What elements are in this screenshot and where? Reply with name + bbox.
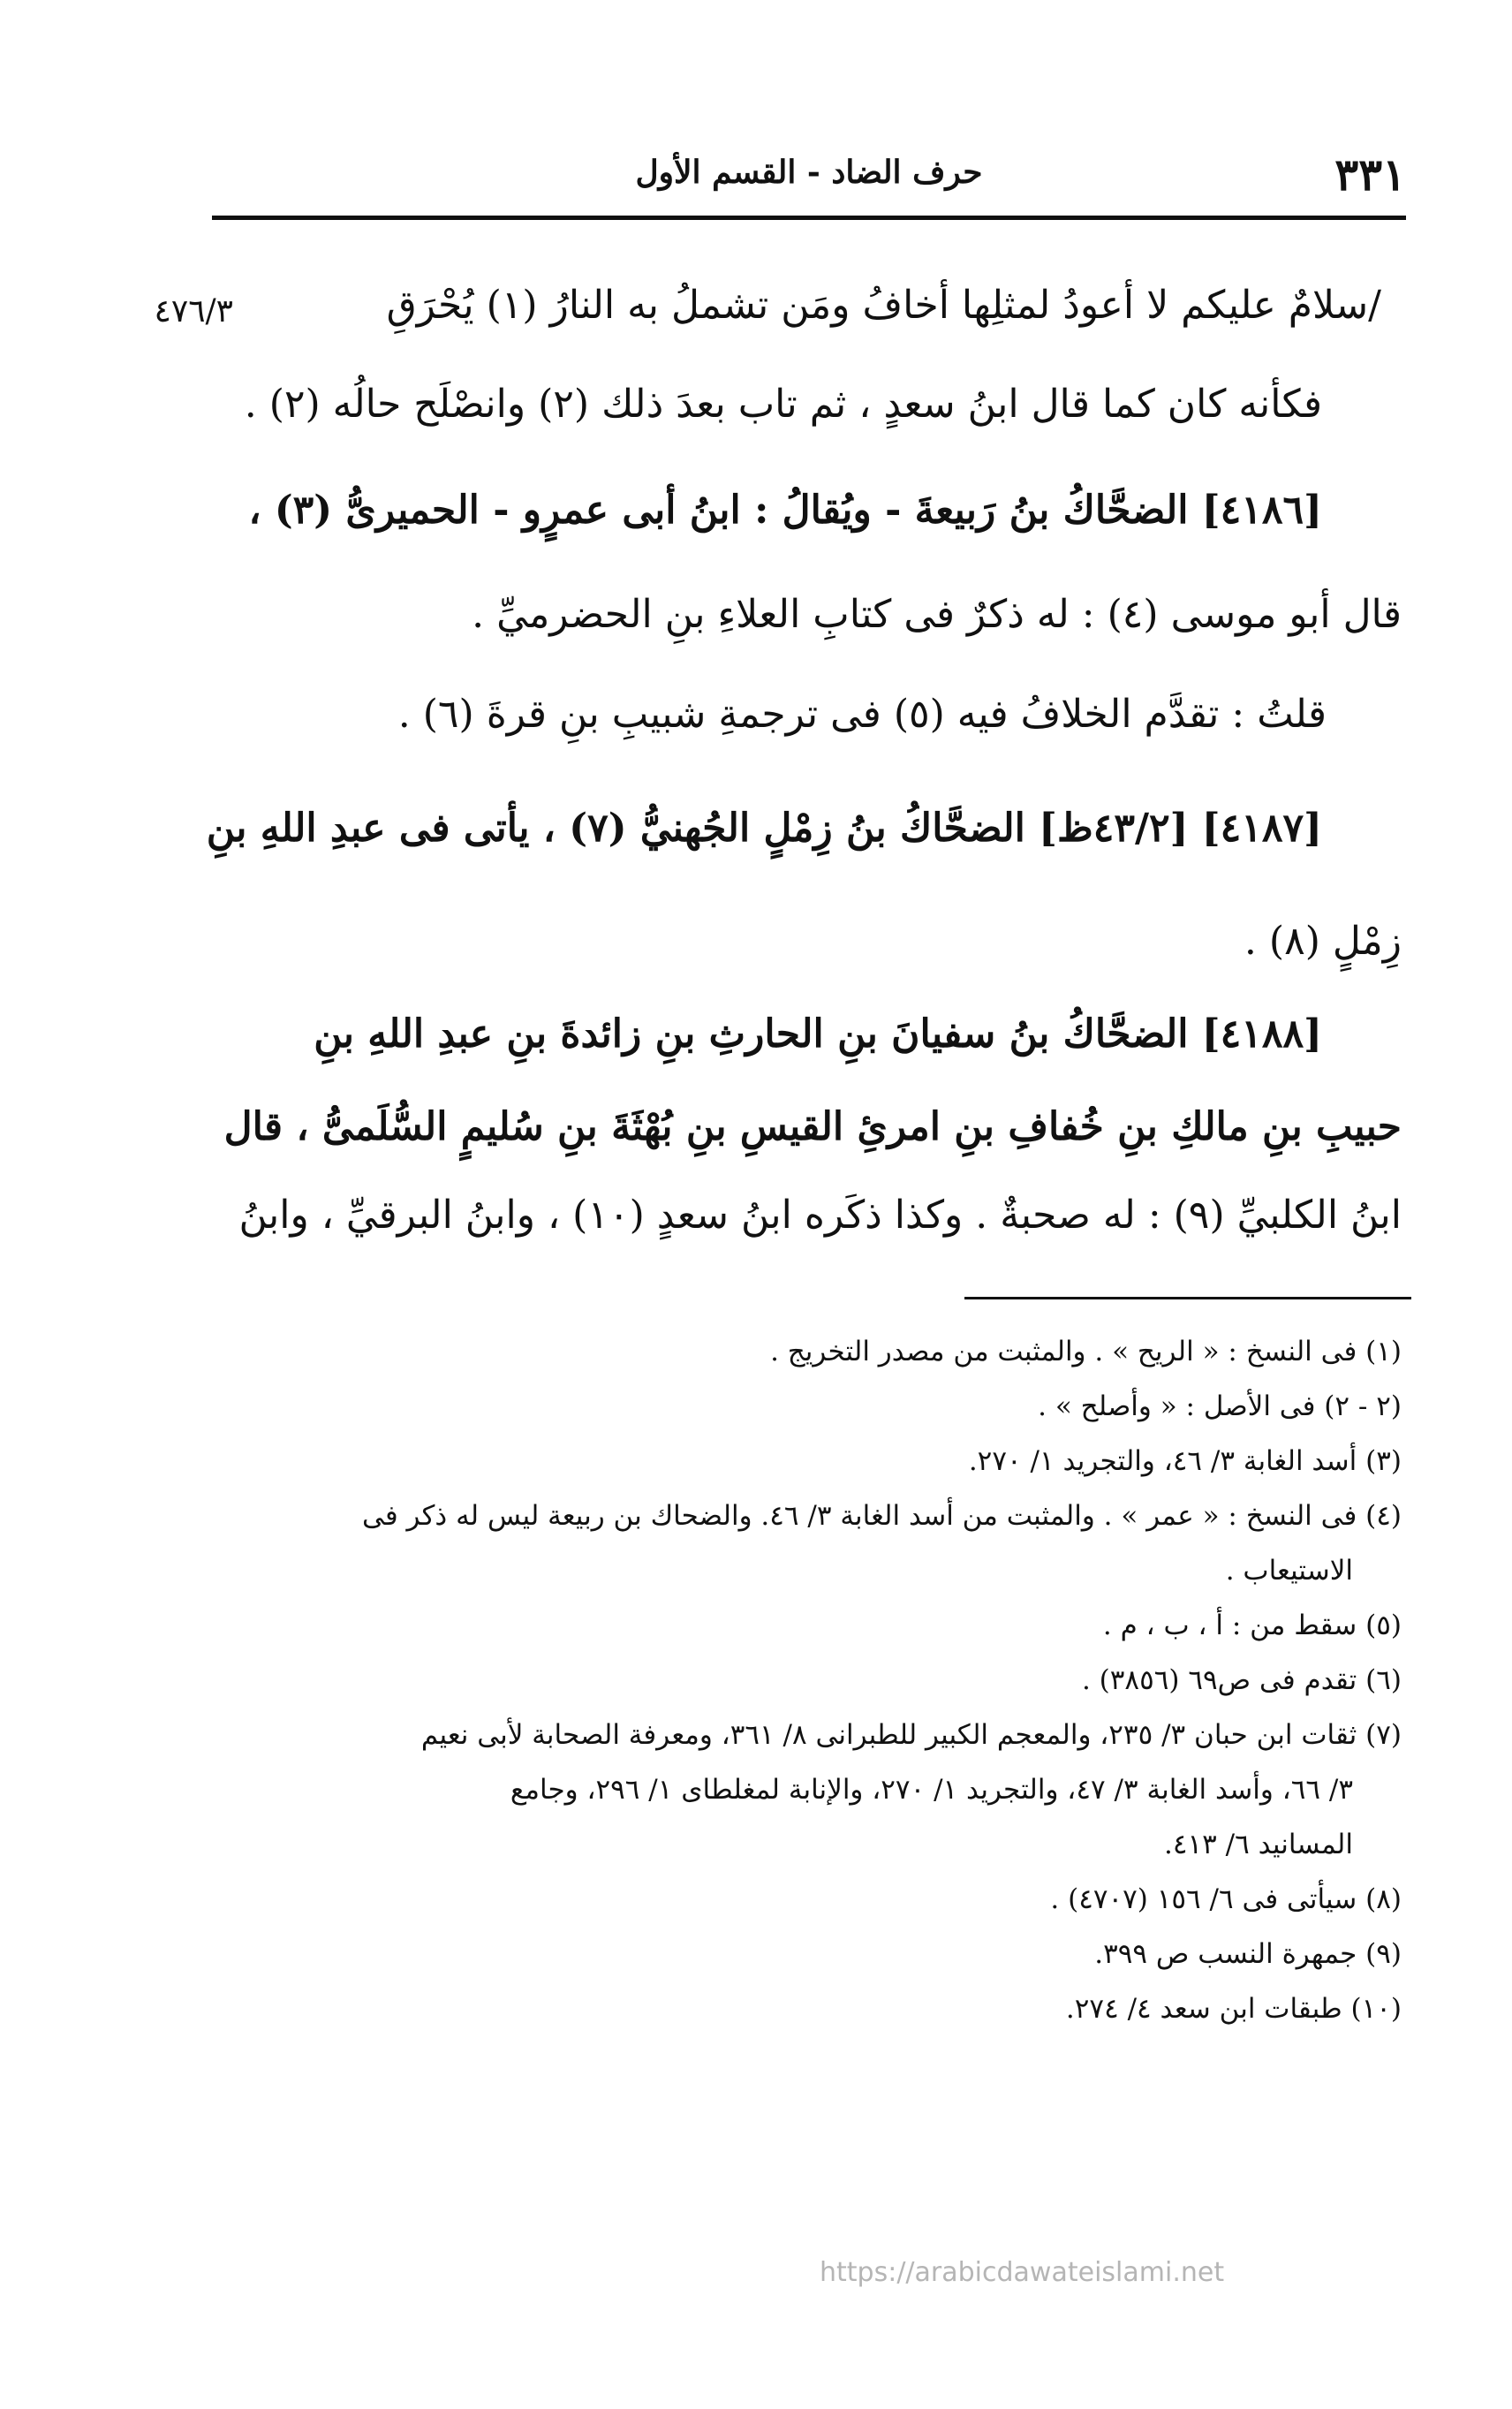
- footnote-3: (٣) أسد الغابة ٣/ ٤٦، والتجريد ١/ ٢٧٠.: [968, 1445, 1402, 1477]
- body-line-10: ابنُ الكلبيِّ (٩) : له صحبةٌ . وكذا ذكَره ابنُ سعدٍ (١٠) ، وابنُ البرقيِّ ، وابنُ: [238, 1193, 1402, 1238]
- footnote-4: (٤) فى النسخ : « عمر » . والمثبت من أسد الغابة ٣/ ٤٦. والضحاك بن ربيعة ليس له ذكر فى: [362, 1500, 1402, 1532]
- entry-4186-heading: [٤١٨٦] الضحَّاكُ بنُ رَبيعةَ - ويُقالُ : ابنُ أبى عمرٍو - الحميرىُّ (٣) ،: [248, 488, 1322, 533]
- footnote-7-cont-1: ٣/ ٦٦، وأسد الغابة ٣/ ٤٧، والتجريد ١/ ٢٧٠، والإنابة لمغلطاى ١/ ٢٩٦، وجامع: [510, 1774, 1353, 1806]
- footnote-rule: [964, 1297, 1411, 1299]
- body-line-1: /سلامٌ عليكم لا أعودُ لمثلِها أخافُ ومَن تشملُ به النارُ (١) يُحْرَقِ: [386, 283, 1381, 328]
- body-line-2: فكأنه كان كما قال ابنُ سعدٍ ، ثم تاب بعدَ ذلك (٢) وانصْلَح حالُه (٢) .: [244, 382, 1322, 427]
- page-number: ٣٣١: [1334, 148, 1406, 201]
- running-title: حرف الضاد - القسم الأول: [635, 154, 983, 191]
- footnote-6: (٦) تقدم فى ص٦٩ (٣٨٥٦) .: [1081, 1664, 1402, 1696]
- footnote-9: (٩) جمهرة النسب ص ٣٩٩.: [1094, 1938, 1402, 1970]
- footnote-7: (٧) ثقات ابن حبان ٣/ ٢٣٥، والمعجم الكبير للطبرانى ٨/ ٣٦١، ومعرفة الصحابة لأبى نعيم: [420, 1719, 1402, 1751]
- watermark-url: https://arabicdawateislami.net: [820, 2257, 1225, 2288]
- footnote-7-cont-2: المسانيد ٦/ ٤١٣.: [1164, 1829, 1353, 1860]
- footnote-8: (٨) سيأتى فى ٦/ ١٥٦ (٤٧٠٧) .: [1050, 1883, 1402, 1915]
- entry-4188-heading: [٤١٨٨] الضحَّاكُ بنُ سفيانَ بنِ الحارثِ بنِ زائدةَ بنِ عبدِ اللهِ بنِ: [314, 1011, 1322, 1057]
- entry-4187-heading: [٤١٨٧] [٤٣/٢ظ] الضحَّاكُ بنُ زِمْلٍ الجُهنيُّ (٧) ، يأتى فى عبدِ اللهِ بنِ: [206, 806, 1322, 851]
- body-line-9: حبيبِ بنِ مالكِ بنِ خُفافِ بنِ امرئِ القيسِ بنِ بُهْثَةَ بنِ سُليمٍ السُّلَمىُّ ، قال: [223, 1104, 1402, 1149]
- body-line-5: قلتُ : تقدَّم الخلافُ فيه (٥) فى ترجمةِ شبيبِ بنِ قرةَ (٦) .: [397, 692, 1327, 737]
- footnote-2: (٢ - ٢) فى الأصل : « وأصلح » .: [1038, 1390, 1402, 1422]
- body-line-7: زِمْلٍ (٨) .: [1244, 919, 1402, 964]
- footnote-1: (١) فى النسخ : « الريح » . والمثبت من مصدر التخريج .: [770, 1336, 1402, 1367]
- body-line-4: قال أبو موسى (٤) : له ذكرٌ فى كتابِ العلاءِ بنِ الحضرميِّ .: [472, 592, 1402, 637]
- footnote-5: (٥) سقط من : أ ، ب ، م .: [1102, 1610, 1402, 1641]
- page-header: [212, 148, 1406, 210]
- header-rule: [212, 216, 1406, 220]
- footnote-10: (١٠) طبقات ابن سعد ٤/ ٢٧٤.: [1065, 1993, 1402, 2025]
- margin-reference: ٤٧٦/٣: [154, 293, 233, 330]
- footnote-4-cont: الاستيعاب .: [1225, 1555, 1353, 1587]
